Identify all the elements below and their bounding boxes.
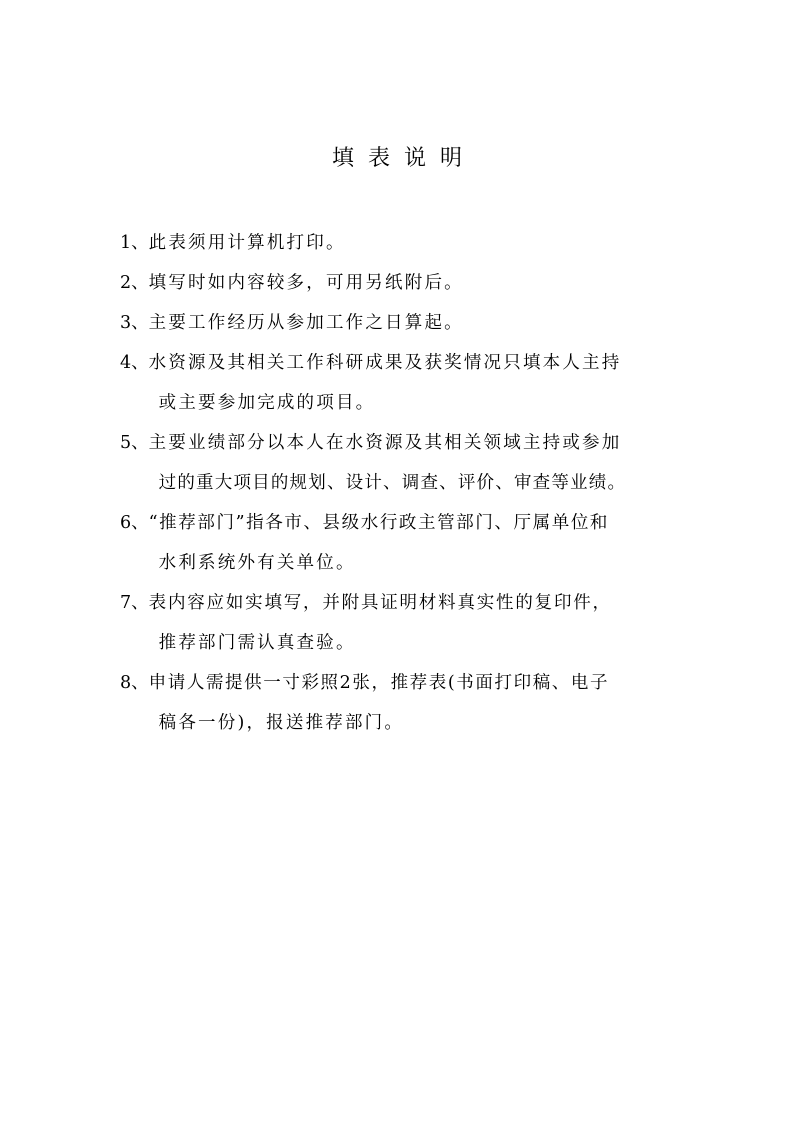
list-item (120, 588, 680, 658)
item-number: 2、 (120, 273, 149, 293)
item-text-continued: 推荐部门需认真查验。 (158, 633, 356, 653)
item-text: 此表须用计算机打印。 (148, 233, 346, 253)
item-text: 主要工作经历从参加工作之日算起。 (148, 313, 464, 333)
item-number: 3、 (120, 313, 149, 333)
item-text: 填写时如内容较多，可用另纸附后。 (148, 273, 464, 293)
item-text: 申请人需提供一寸彩照2张，推荐表(书面打印稿、电子 (148, 673, 610, 693)
list-item (120, 348, 680, 418)
item-text-continued: 稿各一份)，报送推荐部门。 (158, 713, 405, 733)
item-text: 表内容应如实填写，并附具证明材料真实性的复印件， (148, 593, 612, 613)
list-item (120, 308, 680, 338)
list-item (120, 668, 680, 738)
item-text-continued: 过的重大项目的规划、设计、调查、评价、审查等业绩。 (158, 473, 627, 493)
item-number: 7、 (120, 593, 149, 613)
item-text: 主要业绩部分以本人在水资源及其相关领域主持或参加 (148, 433, 622, 453)
item-number: 5、 (120, 433, 149, 453)
item-number: 1、 (120, 233, 149, 253)
list-item (120, 428, 680, 498)
item-text: “推荐部门”指各市、县级水行政主管部门、厅属单位和 (148, 513, 610, 533)
item-text-continued: 或主要参加完成的项目。 (158, 393, 376, 413)
list-item (120, 508, 680, 578)
instruction-list (120, 228, 680, 748)
item-text: 水资源及其相关工作科研成果及获奖情况只填本人主持 (148, 353, 622, 373)
list-item (120, 268, 680, 298)
item-number: 6、 (120, 513, 149, 533)
item-number: 8、 (120, 673, 149, 693)
list-item (120, 228, 680, 258)
page-title: 填表说明 (331, 146, 476, 171)
item-text-continued: 水利系统外有关单位。 (158, 553, 356, 573)
item-number: 4、 (120, 353, 149, 373)
